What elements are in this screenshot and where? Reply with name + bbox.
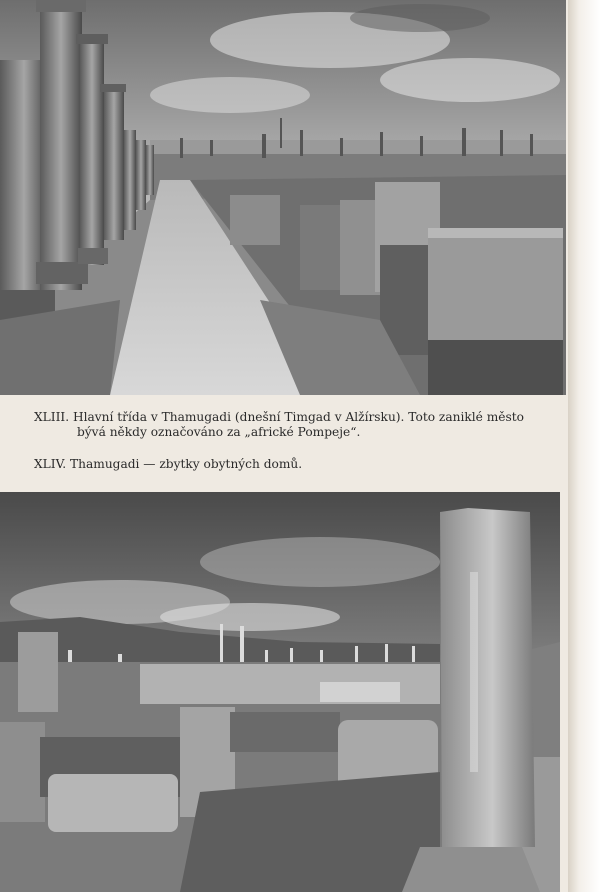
photo-main-street — [0, 0, 566, 395]
plate-43-label: XLIII. — [34, 410, 70, 424]
plate-43-caption-line2: bývá někdy označováno za „africké Pompeje“. — [77, 425, 361, 439]
caption-plate-44 — [34, 457, 534, 472]
plate-44-label: XLIV. — [34, 457, 67, 471]
photo-house-ruins — [0, 492, 560, 892]
plate-44-caption: Thamugadi — zbytky obytných domů. — [70, 457, 303, 471]
caption-plate-43 — [34, 410, 534, 440]
page-edge — [568, 0, 600, 892]
plate-43-caption-line1: Hlavní třída v Thamugadi (dnešní Timgad v Alžírsku). Toto zaniklé město — [72, 410, 524, 424]
